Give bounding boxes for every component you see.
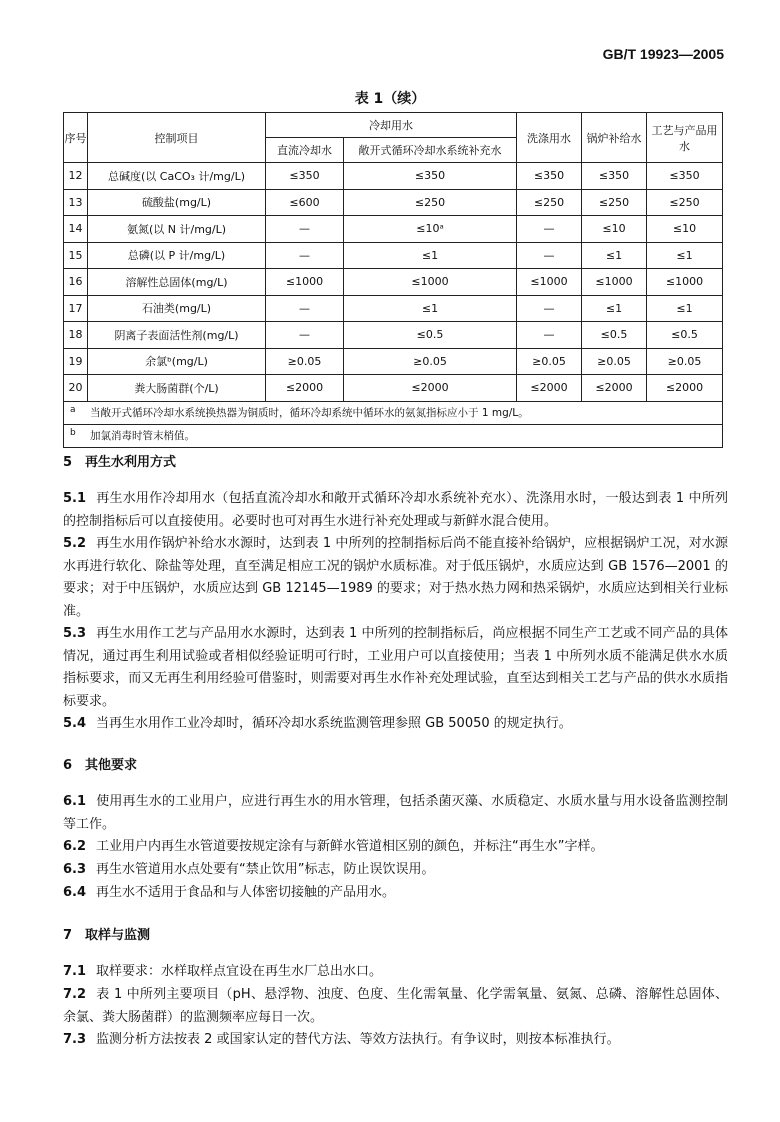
cell-no: 17 <box>64 295 88 322</box>
cell-no: 18 <box>64 322 88 349</box>
table-row <box>64 348 723 375</box>
cell-open: ≤0.5 <box>344 322 517 349</box>
para-6-3: 6.3 再生水管道用水点处要有“禁止饮用”标志，防止误饮误用。 <box>63 862 435 877</box>
table-row <box>64 242 723 269</box>
cell-open: ≤2000 <box>344 375 517 402</box>
cell-wash: ≥0.05 <box>517 348 582 375</box>
para-6-2: 6.2 工业用户内再生水管道要按规定涂有与新鲜水管道相区别的颜色，并标注“再生水”字样。 <box>63 839 604 854</box>
cell-boiler: ≤250 <box>582 189 647 216</box>
cell-direct: — <box>266 242 344 269</box>
section-7-heading: 7 取样与监测 <box>63 928 151 943</box>
table-row <box>64 322 723 349</box>
cell-process: ≤2000 <box>647 375 723 402</box>
cell-wash: ≤350 <box>517 163 582 190</box>
cell-no: 20 <box>64 375 88 402</box>
section-5-heading: 5 再生水利用方式 <box>63 455 177 470</box>
cell-item: 总碱度(以 CaCO₃ 计/mg/L) <box>88 163 266 190</box>
cell-boiler: ≤1 <box>582 242 647 269</box>
table-header-row <box>64 113 723 138</box>
para-7-3: 7.3 监测分析方法按表 2 或国家认定的替代方法、等效方法执行。有争议时，则按本标准执行。 <box>63 1032 620 1047</box>
table-body <box>64 163 723 402</box>
cell-boiler: ≥0.05 <box>582 348 647 375</box>
cell-boiler: ≤1 <box>582 295 647 322</box>
header-cooling: 冷却用水 <box>266 113 517 138</box>
cell-item: 粪大肠菌群(个/L) <box>88 375 266 402</box>
cell-no: 19 <box>64 348 88 375</box>
cell-direct: ≤350 <box>266 163 344 190</box>
cell-no: 16 <box>64 269 88 296</box>
cell-process: ≤1 <box>647 295 723 322</box>
standard-number: GB/T 19923—2005 <box>602 46 724 62</box>
cell-process: ≤10 <box>647 216 723 243</box>
para-5-1: 5.1 再生水用作冷却用水（包括直流冷却水和敞开式循环冷却水系统补充水）、洗涤用水时，一般达到表 1 中所列的控制指标后可以直接使用。必要时也可对再生水进行补充处理或与新鲜水混合使用。 <box>63 491 728 529</box>
table-row <box>64 163 723 190</box>
header-open: 敞开式循环冷却水系统补充水 <box>344 138 517 163</box>
cell-wash: — <box>517 322 582 349</box>
cell-process: ≤0.5 <box>647 322 723 349</box>
table-note-row <box>64 401 723 424</box>
cell-wash: — <box>517 242 582 269</box>
cell-no: 12 <box>64 163 88 190</box>
header-process: 工艺与产品用水 <box>647 113 723 163</box>
table-row <box>64 375 723 402</box>
note-a: a 当敞开式循环冷却水系统换热器为铜质时，循环冷却系统中循环水的氨氮指标应小于 1 mg/L。 <box>64 401 723 424</box>
cell-boiler: ≤1000 <box>582 269 647 296</box>
note-b: b 加氯消毒时管末梢值。 <box>64 424 723 447</box>
cell-open: ≤10ᵃ <box>344 216 517 243</box>
cell-boiler: ≤2000 <box>582 375 647 402</box>
cell-process: ≤1 <box>647 242 723 269</box>
cell-item: 石油类(mg/L) <box>88 295 266 322</box>
cell-no: 13 <box>64 189 88 216</box>
cell-wash: — <box>517 295 582 322</box>
cell-direct: ≤600 <box>266 189 344 216</box>
cell-direct: ≤1000 <box>266 269 344 296</box>
table-row <box>64 189 723 216</box>
section-6-heading: 6 其他要求 <box>63 758 138 773</box>
cell-boiler: ≤350 <box>582 163 647 190</box>
cell-open: ≥0.05 <box>344 348 517 375</box>
cell-item: 余氯ᵇ(mg/L) <box>88 348 266 375</box>
header-wash: 洗涤用水 <box>517 113 582 163</box>
cell-item: 总磷(以 P 计/mg/L) <box>88 242 266 269</box>
table-row <box>64 216 723 243</box>
cell-item: 硫酸盐(mg/L) <box>88 189 266 216</box>
para-7-1: 7.1 取样要求：水样取样点宜设在再生水厂总出水口。 <box>63 964 383 979</box>
cell-wash: ≤2000 <box>517 375 582 402</box>
para-5-3: 5.3 再生水用作工艺与产品用水水源时，达到表 1 中所列的控制指标后，尚应根据不同生产工艺或不同产品的具体情况，通过再生利用试验或者相似经验证明可行时，工业用户可以直接使用；当表 1 中所列水质不能满足供水水质指标要求，而又无再生利用经验可借鉴时，则需要对再生水作补充处理试验，直至达到相关工艺与产品的供水水质指标要求。 <box>63 626 728 709</box>
para-6-4: 6.4 再生水不适用于食品和与人体密切接触的产品用水。 <box>63 885 396 900</box>
para-5-2: 5.2 再生水用作锅炉补给水水源时，达到表 1 中所列的控制指标后尚不能直接补给锅炉，应根据锅炉工况，对水源水再进行软化、除盐等处理，直至满足相应工况的锅炉水质标准。对于低压锅炉，水质应达到 GB 1576—2001 的要求；对于中压锅炉，水质应达到 GB 12145—1989 的要求；对于热水热力网和热采锅炉，水质应达到相关行业标准。 <box>63 536 728 619</box>
header-direct: 直流冷却水 <box>266 138 344 163</box>
cell-no: 14 <box>64 216 88 243</box>
cell-boiler: ≤0.5 <box>582 322 647 349</box>
cell-open: ≤1000 <box>344 269 517 296</box>
table-note-row <box>64 424 723 447</box>
cell-direct: ≤2000 <box>266 375 344 402</box>
table-row <box>64 269 723 296</box>
cell-item: 溶解性总固体(mg/L) <box>88 269 266 296</box>
cell-boiler: ≤10 <box>582 216 647 243</box>
table-row <box>64 295 723 322</box>
cell-direct: — <box>266 295 344 322</box>
cell-open: ≤250 <box>344 189 517 216</box>
cell-wash: — <box>517 216 582 243</box>
header-boiler: 锅炉补给水 <box>582 113 647 163</box>
cell-wash: ≤1000 <box>517 269 582 296</box>
para-7-2: 7.2 表 1 中所列主要项目（pH、悬浮物、浊度、色度、生化需氧量、化学需氧量、氨氮、总磷、溶解性总固体、余氯、粪大肠菌群）的监测频率应每日一次。 <box>63 987 728 1025</box>
cell-open: ≤350 <box>344 163 517 190</box>
table-caption: 表 1（续） <box>354 91 426 107</box>
cell-direct: — <box>266 322 344 349</box>
cell-item: 阴离子表面活性剂(mg/L) <box>88 322 266 349</box>
control-index-table <box>63 112 723 448</box>
para-6-1: 6.1 使用再生水的工业用户，应进行再生水的用水管理，包括杀菌灭藻、水质稳定、水质水量与用水设备监测控制等工作。 <box>63 794 728 832</box>
para-5-4: 5.4 当再生水用作工业冷却时，循环冷却水系统监测管理参照 GB 50050 的规定执行。 <box>63 716 572 731</box>
cell-direct: ≥0.05 <box>266 348 344 375</box>
header-item: 控制项目 <box>88 113 266 163</box>
cell-item: 氨氮(以 N 计/mg/L) <box>88 216 266 243</box>
header-seq: 序号 <box>64 113 88 163</box>
cell-open: ≤1 <box>344 295 517 322</box>
cell-process: ≤250 <box>647 189 723 216</box>
cell-open: ≤1 <box>344 242 517 269</box>
cell-wash: ≤250 <box>517 189 582 216</box>
cell-process: ≥0.05 <box>647 348 723 375</box>
cell-process: ≤1000 <box>647 269 723 296</box>
cell-direct: — <box>266 216 344 243</box>
cell-process: ≤350 <box>647 163 723 190</box>
cell-no: 15 <box>64 242 88 269</box>
